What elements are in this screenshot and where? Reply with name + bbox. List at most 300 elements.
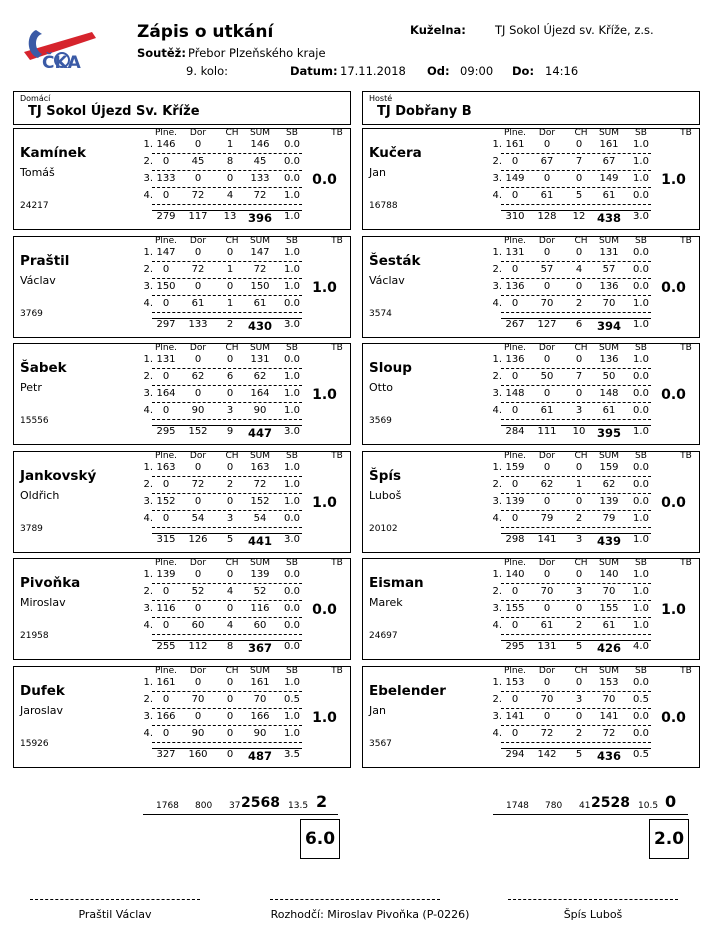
player-tb: 1.0 (312, 387, 337, 403)
throw-cell: 0.0 (633, 388, 649, 399)
throw-cell: 0.0 (633, 495, 649, 507)
player-total-sum: 394 (596, 318, 621, 333)
row-number: 1. (492, 139, 502, 150)
throw-cell: 60 (253, 620, 267, 631)
column-header: SB (635, 665, 647, 676)
throw-cell: 141 (599, 710, 619, 722)
referee-name: Rozhodčí: Miroslav Pivoňka (P-0226) (270, 908, 470, 921)
away-points: 2.0 (649, 819, 689, 859)
column-header: Dor (538, 558, 556, 568)
player-card (13, 343, 351, 445)
player-card (362, 343, 700, 445)
throw-cell: 0 (511, 263, 519, 275)
throw-cell: 2 (575, 297, 583, 309)
column-header: SB (635, 343, 647, 353)
throw-cell: 70 (602, 586, 616, 597)
throw-cell: 131 (599, 246, 619, 258)
throw-cell: 152 (156, 495, 176, 507)
throw-cell: 0 (226, 495, 234, 507)
throw-cell: 54 (191, 512, 205, 524)
throw-cell: 153 (599, 676, 619, 688)
throw-cell: 0 (226, 569, 234, 580)
throw-cell: 70 (540, 297, 554, 309)
away-sum-ch: 41 (579, 801, 591, 811)
throw-cell: 72 (540, 727, 554, 739)
throw-cell: 62 (602, 478, 616, 490)
total-cell: 3 (575, 533, 583, 545)
column-header: SB (286, 128, 298, 138)
throw-cell: 0 (575, 569, 583, 580)
throw-cell: 57 (602, 263, 616, 275)
row-number: 3. (143, 388, 153, 399)
throw-row (501, 405, 651, 420)
row-number: 1. (492, 676, 502, 688)
throw-cell: 0 (194, 676, 202, 688)
column-header: SB (635, 235, 647, 246)
throw-cell: 139 (250, 569, 270, 580)
row-number: 1. (492, 246, 502, 258)
throw-cell: 1.0 (284, 388, 300, 399)
throw-cell: 0.0 (633, 727, 649, 739)
throw-cell: 0 (511, 190, 519, 201)
player-surname: Sloup (369, 360, 412, 376)
column-header: SUM (598, 450, 620, 461)
total-cell: 279 (156, 211, 176, 222)
total-cell: 295 (505, 641, 525, 652)
throw-cell: 0 (543, 495, 551, 507)
throw-cell: 0 (511, 371, 519, 382)
column-header: Dor (189, 665, 207, 676)
player-id: 20102 (369, 523, 398, 534)
throw-cell: 0 (162, 512, 170, 524)
throw-cell: 60 (191, 620, 205, 631)
throw-row (501, 694, 651, 709)
player-id: 21958 (20, 631, 49, 641)
player-card (362, 451, 700, 553)
player-surname: Dufek (20, 682, 65, 699)
player-tb: 0.0 (661, 494, 686, 511)
throw-cell: 149 (599, 173, 619, 184)
throw-cell: 147 (250, 246, 270, 258)
total-cell: 327 (156, 748, 176, 760)
throw-row (501, 298, 651, 313)
throw-cell: 0 (575, 710, 583, 722)
throw-cell: 0.0 (284, 620, 300, 631)
throw-cell: 4 (575, 263, 583, 275)
row-number: 3. (492, 710, 502, 722)
throw-cell: 72 (191, 478, 205, 490)
row-number: 4. (143, 727, 153, 739)
throw-cell: 72 (602, 727, 616, 739)
throw-cell: 141 (505, 710, 525, 722)
throw-cell: 0.5 (284, 693, 300, 705)
column-header: SB (286, 450, 298, 461)
throw-cell: 136 (505, 354, 525, 365)
column-header: Plne. (154, 665, 178, 676)
throw-cell: 61 (253, 297, 267, 309)
throw-cell: 8 (226, 156, 234, 167)
row-number: 2. (492, 371, 502, 382)
throw-cell: 0 (194, 354, 202, 365)
player-surname: Špís (369, 467, 402, 484)
throw-cell: 0.0 (284, 603, 300, 614)
column-header: SB (635, 450, 647, 461)
throw-cell: 0 (543, 676, 551, 688)
throw-cell: 0 (226, 727, 234, 739)
throw-cell: 0 (543, 603, 551, 614)
throw-cell: 1.0 (633, 586, 649, 597)
throw-cell: 0 (543, 569, 551, 580)
column-header: Dor (189, 558, 207, 568)
total-cell: 128 (537, 211, 557, 222)
away-sum-tb: 0 (665, 792, 677, 811)
throw-cell: 146 (250, 139, 270, 150)
throw-row (152, 298, 302, 313)
throw-row (501, 711, 651, 726)
throw-cell: 0.0 (633, 405, 649, 416)
player-firstname: Otto (369, 381, 394, 394)
throw-cell: 1.0 (633, 156, 649, 167)
throw-cell: 0 (162, 371, 170, 382)
column-header: CH (574, 665, 588, 676)
tb-header: TB (331, 235, 343, 246)
throw-cell: 0.0 (633, 263, 649, 275)
away-label: Hosté (369, 94, 393, 103)
total-cell: 315 (156, 533, 176, 545)
home-sum-tb: 2 (316, 792, 328, 811)
player-surname: Šabek (20, 360, 67, 376)
column-header: Plne. (154, 558, 178, 568)
throw-cell: 1.0 (284, 727, 300, 739)
throw-row (501, 603, 651, 618)
tb-header: TB (680, 450, 692, 461)
row-number: 2. (143, 371, 153, 382)
throw-row (501, 677, 651, 692)
throw-cell: 2 (575, 512, 583, 524)
soutez-value: Přebor Plzeňského kraje (188, 46, 326, 60)
throw-cell: 161 (505, 139, 525, 150)
throw-cell: 0 (162, 263, 170, 275)
throw-cell: 6 (226, 371, 234, 382)
row-number: 1. (143, 139, 153, 150)
throw-cell: 1.0 (633, 297, 649, 309)
player-total-sum: 487 (247, 748, 272, 763)
total-cell: 295 (156, 426, 176, 437)
throw-cell: 1.0 (284, 461, 300, 473)
player-tb: 1.0 (661, 172, 686, 188)
throw-cell: 0.0 (633, 676, 649, 688)
throw-cell: 139 (505, 495, 525, 507)
throw-row (152, 677, 302, 692)
row-number: 2. (143, 478, 153, 490)
throw-cell: 1.0 (284, 263, 300, 275)
column-header: CH (225, 235, 239, 246)
throw-cell: 0 (194, 388, 202, 399)
throw-cell: 79 (602, 512, 616, 524)
throw-cell: 2 (226, 478, 234, 490)
kolo-label: 9. kolo: (186, 64, 229, 78)
total-cell: 294 (505, 748, 525, 760)
row-number: 4. (492, 620, 502, 631)
throw-cell: 72 (253, 263, 267, 275)
away-sum-dor: 780 (545, 801, 563, 811)
throw-cell: 61 (540, 405, 554, 416)
total-cell: 1.0 (284, 211, 300, 222)
player-tb: 0.0 (312, 602, 337, 618)
throw-cell: 1.0 (284, 710, 300, 722)
throw-cell: 161 (250, 676, 270, 688)
away-sum-total: 2528 (591, 795, 630, 811)
throw-cell: 0 (162, 478, 170, 490)
throw-cell: 131 (156, 354, 176, 365)
player-total-sum: 396 (247, 211, 272, 225)
throw-cell: 0 (226, 603, 234, 614)
throw-cell: 52 (191, 586, 205, 597)
column-header: Dor (538, 665, 556, 676)
row-number: 3. (492, 173, 502, 184)
throw-row (152, 388, 302, 403)
throw-cell: 164 (156, 388, 176, 399)
throw-cell: 70 (602, 297, 616, 309)
throw-row (501, 496, 651, 511)
throw-cell: 149 (505, 173, 525, 184)
tb-header: TB (331, 128, 343, 138)
throw-cell: 155 (505, 603, 525, 614)
throw-cell: 70 (540, 586, 554, 597)
total-cell: 3.0 (284, 533, 300, 545)
row-number: 1. (143, 246, 153, 258)
column-header: Plne. (503, 343, 527, 353)
throw-cell: 0 (226, 676, 234, 688)
throw-cell: 0.0 (633, 710, 649, 722)
throw-row (501, 728, 651, 743)
throw-cell: 0 (575, 495, 583, 507)
throw-cell: 4 (226, 586, 234, 597)
throw-cell: 0 (543, 710, 551, 722)
throw-row (501, 247, 651, 262)
row-number: 2. (492, 263, 502, 275)
total-cell: 160 (188, 748, 208, 760)
home-sum-dor: 800 (195, 801, 213, 811)
row-number: 1. (143, 461, 153, 473)
row-number: 4. (492, 512, 502, 524)
player-surname: Šesták (369, 252, 421, 269)
throw-row (501, 371, 651, 386)
throw-cell: 148 (599, 388, 619, 399)
player-id: 16788 (369, 201, 398, 211)
total-cell: 1.0 (633, 318, 649, 330)
throw-cell: 0 (511, 586, 519, 597)
throw-cell: 1.0 (633, 569, 649, 580)
throw-cell: 159 (599, 461, 619, 473)
row-number: 3. (492, 280, 502, 292)
throw-cell: 133 (156, 173, 176, 184)
throw-cell: 147 (156, 246, 176, 258)
row-number: 2. (492, 693, 502, 705)
throw-cell: 3 (575, 693, 583, 705)
throw-cell: 61 (540, 620, 554, 631)
column-header: SB (286, 665, 298, 676)
throw-cell: 90 (191, 405, 205, 416)
throw-cell: 0.0 (633, 190, 649, 201)
total-row (501, 425, 651, 440)
throw-cell: 136 (599, 354, 619, 365)
row-number: 3. (143, 710, 153, 722)
throw-cell: 1.0 (284, 190, 300, 201)
total-cell: 4.0 (633, 641, 649, 652)
throw-cell: 3 (226, 512, 234, 524)
throw-cell: 0 (511, 297, 519, 309)
column-header: SUM (249, 235, 271, 246)
throw-row (501, 354, 651, 369)
throw-cell: 0 (226, 461, 234, 473)
player-card (362, 558, 700, 660)
throw-cell: 79 (540, 512, 554, 524)
total-row (501, 318, 651, 333)
player-surname: Pivoňka (20, 575, 81, 591)
throw-cell: 166 (250, 710, 270, 722)
logo-text: ČKA (42, 53, 81, 72)
throw-row (152, 620, 302, 635)
total-cell: 284 (505, 426, 525, 437)
throw-cell: 0 (194, 173, 202, 184)
away-sum-plne: 1748 (506, 801, 529, 811)
total-row (152, 210, 302, 225)
column-header: Dor (189, 450, 207, 461)
column-header: Dor (189, 343, 207, 353)
total-cell: 112 (188, 641, 208, 652)
total-cell: 3.0 (284, 318, 300, 330)
player-tb: 0.0 (661, 709, 686, 726)
throw-cell: 0 (575, 603, 583, 614)
throw-row (152, 247, 302, 262)
column-header: Plne. (154, 235, 178, 246)
throw-cell: 72 (191, 190, 205, 201)
throw-cell: 90 (191, 727, 205, 739)
throw-cell: 0.0 (284, 156, 300, 167)
throw-cell: 3 (226, 405, 234, 416)
throw-row (152, 586, 302, 601)
throw-cell: 1.0 (284, 495, 300, 507)
row-number: 4. (143, 405, 153, 416)
throw-cell: 1.0 (633, 512, 649, 524)
kuzelna-label: Kuželna: (410, 23, 466, 37)
do-label: Do: (512, 64, 535, 78)
throw-row (152, 139, 302, 154)
column-header: Plne. (503, 665, 527, 676)
throw-cell: 0 (575, 139, 583, 150)
throw-cell: 116 (250, 603, 270, 614)
throw-cell: 1.0 (284, 478, 300, 490)
throw-cell: 0 (543, 354, 551, 365)
throw-row (152, 462, 302, 477)
throw-cell: 0.0 (633, 371, 649, 382)
column-header: Dor (538, 450, 556, 461)
row-number: 1. (492, 461, 502, 473)
total-row (152, 533, 302, 548)
throw-cell: 161 (156, 676, 176, 688)
row-number: 3. (143, 173, 153, 184)
throw-cell: 0 (226, 173, 234, 184)
player-total-sum: 430 (247, 318, 272, 333)
total-cell: 127 (537, 318, 557, 330)
throw-cell: 4 (226, 190, 234, 201)
total-cell: 8 (226, 641, 234, 652)
row-number: 3. (492, 603, 502, 614)
throw-cell: 0 (162, 297, 170, 309)
throw-row (501, 173, 651, 188)
throw-cell: 1.0 (284, 676, 300, 688)
player-tb: 0.0 (312, 172, 337, 188)
throw-cell: 1.0 (633, 603, 649, 614)
page-title: Zápis o utkání (137, 22, 274, 42)
throw-cell: 0 (194, 569, 202, 580)
throw-cell: 7 (575, 156, 583, 167)
column-header: SUM (249, 665, 271, 676)
player-firstname: Tomáš (20, 166, 55, 179)
throw-cell: 133 (250, 173, 270, 184)
total-cell: 5 (575, 748, 583, 760)
player-surname: Kučera (369, 145, 422, 161)
column-header: SB (286, 558, 298, 568)
throw-cell: 0 (575, 388, 583, 399)
throw-cell: 2 (575, 727, 583, 739)
throw-cell: 139 (156, 569, 176, 580)
throw-cell: 0 (226, 388, 234, 399)
throw-cell: 159 (505, 461, 525, 473)
tb-header: TB (680, 343, 692, 353)
column-header: Plne. (154, 128, 178, 138)
throw-cell: 116 (156, 603, 176, 614)
throw-cell: 1.0 (284, 280, 300, 292)
player-firstname: Václav (369, 273, 405, 287)
column-header: CH (225, 665, 239, 676)
throw-row (152, 694, 302, 709)
throw-cell: 139 (599, 495, 619, 507)
player-firstname: Oldřich (20, 488, 60, 502)
throw-cell: 1 (226, 297, 234, 309)
player-firstname: Jan (369, 166, 386, 179)
column-header: SUM (249, 343, 271, 353)
throw-cell: 1 (226, 139, 234, 150)
player-id: 3574 (369, 308, 392, 319)
row-number: 2. (492, 156, 502, 167)
column-header: CH (574, 235, 588, 246)
total-cell: 2 (226, 318, 234, 330)
throw-cell: 163 (250, 461, 270, 473)
row-number: 2. (492, 586, 502, 597)
throw-cell: 0 (543, 173, 551, 184)
column-header: Plne. (503, 558, 527, 568)
column-header: CH (574, 128, 588, 138)
cka-logo (22, 24, 100, 72)
throw-row (501, 139, 651, 154)
player-firstname: Jaroslav (20, 703, 64, 717)
throw-cell: 2 (575, 620, 583, 631)
column-header: CH (574, 450, 588, 461)
throw-cell: 0 (511, 405, 519, 416)
throw-cell: 3 (575, 405, 583, 416)
throw-cell: 0 (575, 461, 583, 473)
player-total-sum: 439 (596, 533, 621, 548)
throw-cell: 0 (511, 512, 519, 524)
home-team-box (13, 91, 351, 125)
throw-cell: 136 (599, 280, 619, 292)
row-number: 1. (492, 354, 502, 365)
player-card (13, 558, 351, 660)
column-header: Dor (189, 128, 207, 138)
row-number: 1. (492, 569, 502, 580)
